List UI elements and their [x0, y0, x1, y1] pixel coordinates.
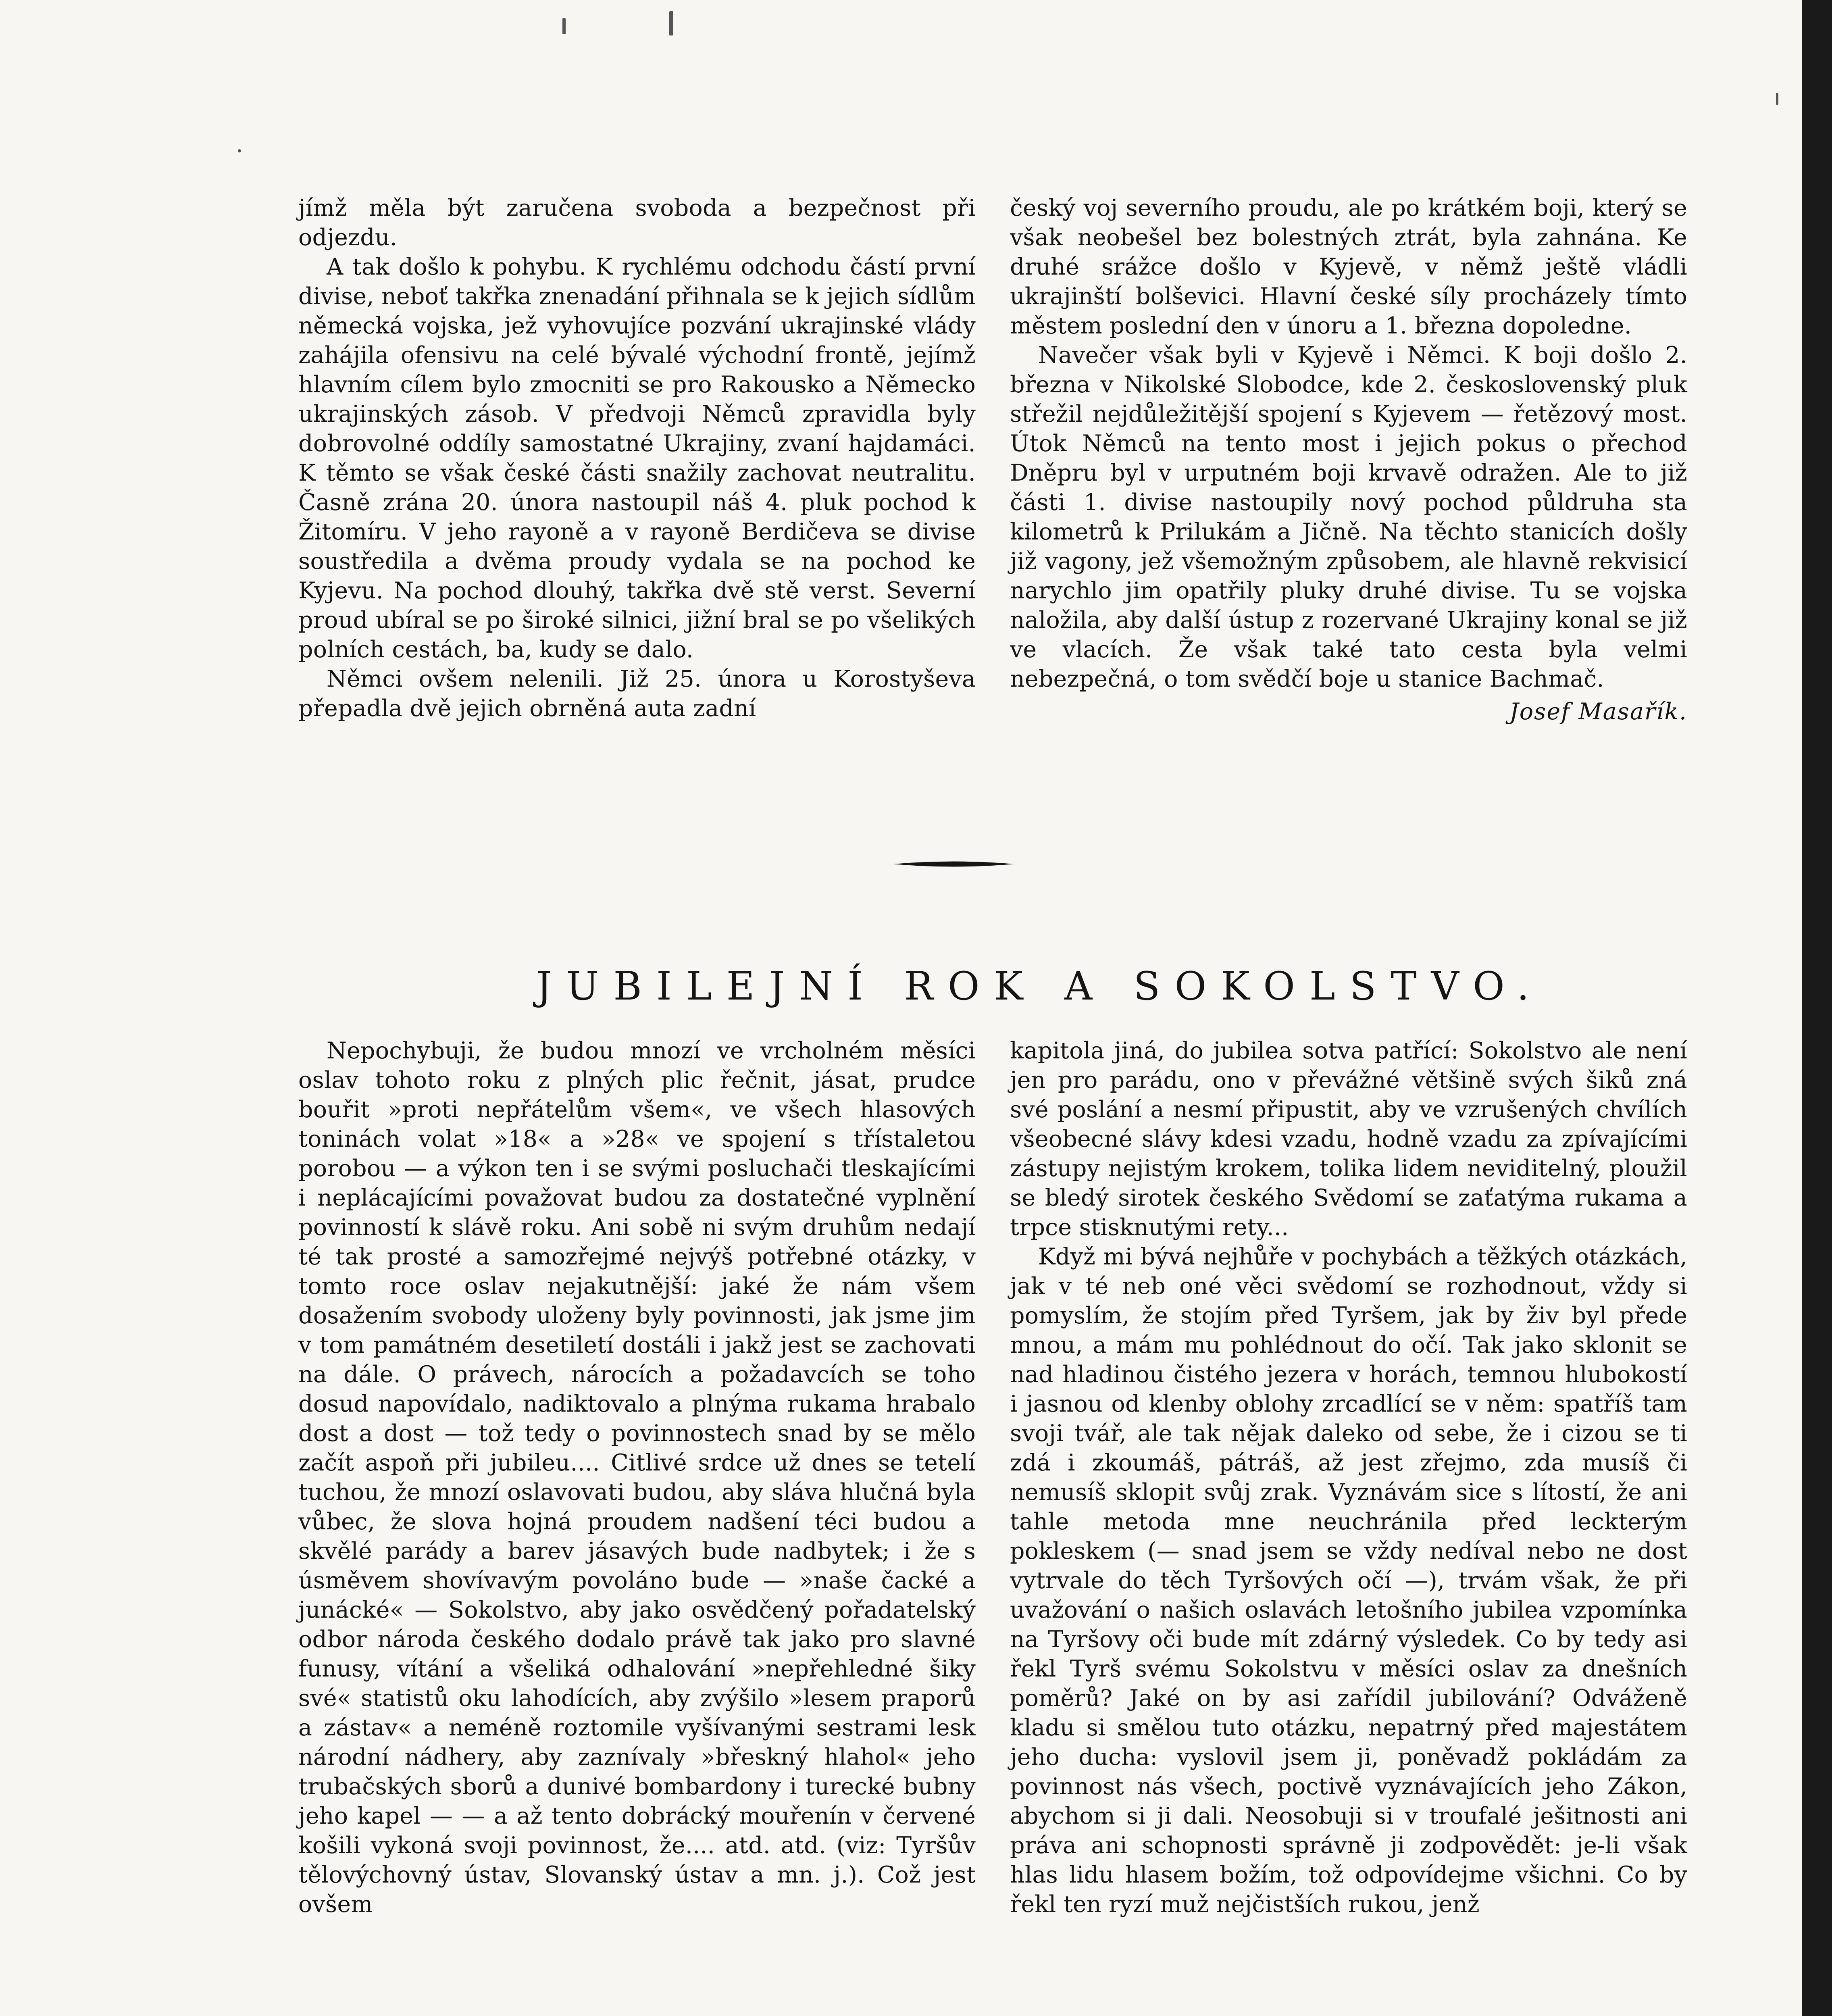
paragraph: jímž měla být zaručena svoboda a bezpečnost při odjezdu. [298, 195, 976, 251]
section-divider-ornament [893, 860, 1014, 868]
scan-speck [238, 149, 241, 152]
paragraph: Nepochybuji, že budou mnozí ve vrcholném měsíci oslav tohoto roku z plných plic řečnit, jásat, prudce bouřit »proti nepřátelům všem«, ve všech hlasových toninách volat »18« a »28« ve spojení s třístaletou porobou — a výkon ten i se svými posluchači tleskajícími i neplácajícími považovat budou za dostatečné vyplnění povinností k slávě roku. Ani sobě ni svým druhům nedají té tak prosté a samozřejmé nejvýš potřebné otázky, v tomto roce oslav nejakutnější: jaké že nám všem dosažením svobody uloženy byly povinnosti, jak jsme jim v tom památném desetiletí dostáli i jakž jest se zachovati na dále. O právech, nárocích a požadavcích se toho dosud napovídalo, nadiktovalo a plnýma rukama hrabalo dost a dost — tož tedy o povinnostech snad by se mělo začít aspoň při jubileu.... Citlivé srdce už dnes se tetelí tuchou, že mnozí oslavovati budou, aby sláva hlučná byla vůbec, že slova hojná proudem nadšení téci budou a skvělé parády a barev jásavých bude nadbytek; i že s úsměvem shovívavým povoláno bude — »naše čacké a junácké« — Sokolstvo, aby jako osvědčený pořadatelský odbor národa českého dodalo právě tak jako pro slavné funusy, vítání a všeliká odhalování »nepřehledné šiky své« statistů oku lahodících, aby zvýšilo »lesem praporů a zástav« a neméně roztomile vyšívanými sestrami lesk národní nádhery, aby zaznívaly »břeskný hlahol« jeho trubačských sborů a dunivé bombardony i turecké bubny jeho kapel — — a až tento dobrácký mouřenín v červené košili vykoná svoji povinnost, že.... atd. atd. (viz: Tyršův tělovýchovný ústav, Slovanský ústav a mn. j.). Což jest ovšem [298, 1037, 976, 1918]
top-right-column [1010, 194, 1687, 727]
scan-border-right [1802, 0, 1832, 2016]
scan-speck [1776, 93, 1778, 105]
scan-speck [669, 11, 673, 35]
author-signature: Josef Masařík. [1509, 698, 1687, 725]
article-left-column [298, 1036, 976, 1919]
top-left-column [298, 194, 976, 723]
scan-speck [562, 18, 566, 34]
article-title: JUBILEJNÍ ROK A SOKOLSTVO. [536, 964, 1544, 1009]
paragraph: Navečer však byli v Kyjevě i Němci. K boji došlo 2. března v Nikolské Slobodce, kde 2. československý pluk střežil nejdůležitější spojení s Kyjevem — řetězový most. Útok Němců na tento most i jejich pokus o přechod Dněpru byl v urputném boji krvavě odražen. Ale to již části 1. divise nastoupily nový pochod půldruha sta kilometrů k Prilukám a Jičně. Na těchto stanicích došly již vagony, jež všemožným způsobem, ale hlavně rekvisicí narychlo jim opatřily pluky druhé divise. Tu se vojska naložila, aby další ústup z rozervané Ukrajiny konal se již ve vlacích. Že však také tato cesta byla velmi nebezpečná, o tom svědčí boje u stanice Bachmač. [1010, 342, 1687, 692]
paragraph: český voj severního proudu, ale po krátkém boji, který se však neobešel bez bolestných ztrát, byla zahnána. Ke druhé srážce došlo v Kyjevě, v němž ještě vládli ukrajinští bolševici. Hlavní české síly procházely tímto městem poslední den v únoru a 1. března dopoledne. [1010, 195, 1687, 339]
paragraph: kapitola jiná, do jubilea sotva patřící: Sokolstvo ale není jen pro parádu, ono v převážné většině svých šiků zná své poslání a nesmí připustit, aby ve vzrušených chvílích všeobecné slávy kdesi vzadu, hodně vzadu za zpívajícími zástupy nejistým krokem, tolika lidem neviditelný, ploužil se bledý sirotek českého Svědomí se zaťatýma rukama a trpce stisknutými rety... [1010, 1037, 1687, 1241]
paragraph: Němci ovšem nelenili. Již 25. února u Korostyševa přepadla dvě jejich obrněná auta zadní [298, 666, 976, 722]
paragraph: A tak došlo k pohybu. K rychlému odchodu částí první divise, neboť takřka znenadání přihnala se k jejich sídlům německá vojska, jež vyhovujíce pozvání ukrajinské vlády zahájila ofensivu na celé bývalé východní frontě, jejímž hlavním cílem bylo zmocniti se pro Rakousko a Německo ukrajinských zásob. V předvoji Němců zpravidla byly dobrovolné oddíly samostatné Ukrajiny, zvaní hajdamáci. K těmto se však české části snažily zachovat neutralitu. Časně zrána 20. února nastoupil náš 4. pluk pochod k Žitomíru. V jeho rayoně a v rayoně Berdičeva se divise soustředila a dvěma proudy vydala se na pochod ke Kyjevu. Na pochod dlouhý, takřka dvě stě verst. Severní proud ubíral se po široké silnici, jižní bral se po všelikých polních cestách, ba, kudy se dalo. [298, 254, 976, 663]
paragraph: Když mi bývá nejhůře v pochybách a těžkých otázkách, jak v té neb oné věci svědomí se rozhodnout, vždy si pomyslím, že stojím před Tyršem, jak by živ byl přede mnou, a mám mu pohlédnout do očí. Tak jako sklonit se nad hladinou čistého jezera v horách, temnou hlubokostí i jasnou od klenby oblohy zrcadlící se v něm: spatříš tam svoji tvář, ale tak nějak daleko od sebe, že i cizou se ti zdá i zkoumáš, pátráš, až jest zřejmo, zda musíš či nemusíš sklopit svůj zrak. Vyznávám sice s lítostí, že ani tahle metoda mne neuchránila před leckterým pokleskem (— snad jsem se vždy nedíval nebo ne dost vytrvale do těch Tyršových očí —), trvám však, že při uvažování o našich oslavách letošního jubilea vzpomínka na Tyršovy oči bude mít zdárný výsledek. Co by tedy asi řekl Tyrš svému Sokolstvu v měsíci oslav za dnešních poměrů? Jaké on by asi zařídil jubilování? Odváženě kladu si smělou tuto otázku, nepatrný před majestátem jeho ducha: vyslovil jsem ji, poněvadž pokládám za povinnost nás všech, poctivě vyznávajících jeho Zákon, abychom si ji dali. Neosobuji si v troufalé ješitnosti ani práva ani schopnosti správně ji zodpovědět: je-li však hlas lidu hlasem božím, tož odpovídejme všichni. Co by řekl ten ryzí muž nejčistších rukou, jenž [1010, 1243, 1687, 1918]
article-right-column [1010, 1036, 1687, 1919]
